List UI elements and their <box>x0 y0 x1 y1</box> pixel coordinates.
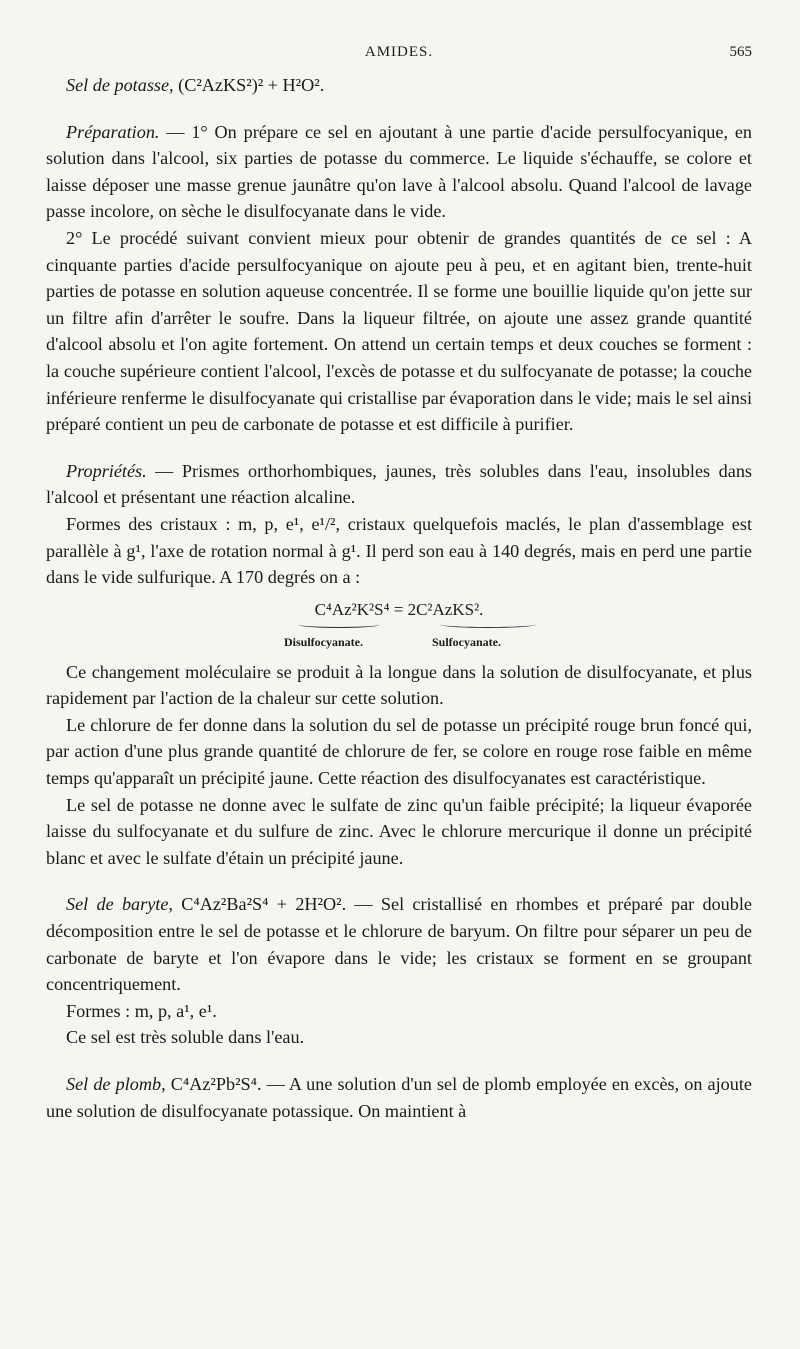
paragraph-baryta-salt <box>46 891 752 997</box>
paragraph-text: — Prismes orthorhombiques, jaunes, très solubles dans l'eau, insolubles dans l'alcool et présentant une réaction alcaline. <box>46 460 752 508</box>
page-header <box>46 44 752 64</box>
paragraph-heading: Préparation. <box>66 121 160 142</box>
paragraph-crystal-forms: Formes des cristaux : m, p, e¹, e¹/², cristaux quelquefois maclés, le plan d'assemblage est parallèle à g¹, l'axe de rotation normal à g¹. Il perd son eau à 140 degrés, mais en perd une partie dans le vide sulfurique. A 170 degrés on a : <box>46 513 752 588</box>
running-title: AMIDES. <box>364 44 434 60</box>
paragraph-heading: Sel de plomb, <box>66 1074 166 1094</box>
paragraph-text: C⁴Az²Pb²S⁴. — A une solution d'un sel de plomb employée en excès, on ajoute une solution de disulfocyanate potassique. On maintient à <box>46 1074 752 1121</box>
paragraph-zinc-sulfate: Le sel de potasse ne donne avec le sulfate de zinc qu'un faible précipité; la liqueur évaporée laisse du sulfocyanate et du sulfure de zinc. Avec le chlorure mercurique il donne un précipité blanc et avec le sulfate d'étain un précipité jaune. <box>46 794 752 868</box>
equation-label-left: Disulfocyanate. <box>284 634 363 649</box>
section-heading: Sel de potasse, <box>66 75 174 95</box>
paragraph-heading: Sel de baryte, <box>66 894 173 915</box>
paragraph-baryta-solubility: Ce sel est très soluble dans l'eau. <box>66 1027 305 1048</box>
paragraph-preparation <box>46 119 752 225</box>
equation <box>46 599 752 653</box>
paragraph-heading: Propriétés. <box>66 460 147 481</box>
paragraph-molecular-change: Ce changement moléculaire se produit à la longue dans la solution de disulfocyanate, et plus rapidement par l'action de la chaleur sur cette solution. <box>46 661 752 709</box>
paragraph-text: C⁴Az²Ba²S⁴ + 2H²O². — Sel cristallisé en rhombes et préparé par double décomposition entre le sel de potasse et le chlorure de baryum. On filtre pour séparer un peu de carbonate de baryte et l'on évapore dans le vide; les cristaux se forment en se groupant concentriquement. <box>46 894 752 995</box>
paragraph-baryta-forms: Formes : m, p, a¹, e¹. <box>66 1000 217 1021</box>
paragraph-properties <box>46 458 752 511</box>
underbrace-left <box>298 621 380 628</box>
equation-formula: C⁴Az²K²S⁴ = 2C²AzKS². <box>314 599 484 619</box>
equation-label-right: Sulfocyanate. <box>432 634 501 649</box>
paragraph-procedure: 2° Le procédé suivant convient mieux pour obtenir de grandes quantités de ce sel : A cinquante parties d'acide persulfocyanique on ajoute peu à peu, et en agitant bien, trente-huit parties de potasse en solution aqueuse concentrée. Il se forme une bouillie liquide qu'on jette sur un filtre afin d'arrêter le soufre. Dans la liqueur filtrée, on ajoute une assez grande quantité d'alcool absolu et l'on agite fortement. On attend un certain temps et deux couches se forment : la couche supérieure contient l'alcool, l'excès de potasse et du sulfocyanate de potasse; la couche inférieure renferme le disulfocyanate qui cristallise par évaporation dans le vide; mais le sel ainsi préparé contient un peu de carbonate de potasse et est difficile à purifier. <box>46 227 753 435</box>
paragraph-text: — 1° On prépare ce sel en ajoutant à une partie d'acide persulfocyanique, en solution dans l'alcool, six parties de potasse du commerce. Le liquide s'échauffe, se colore et laisse déposer une masse grenue jaunâtre qu'on lave à l'alcool absolu. Quand l'alcool de lavage passe incolore, on sèche le disulfocyanate dans le vide. <box>46 121 752 222</box>
underbrace-right <box>440 621 536 628</box>
section-formula: (C²AzKS²)² + H²O². <box>178 75 325 95</box>
paragraph-lead-salt <box>46 1071 752 1124</box>
paragraph-iron-chloride: Le chlorure de fer donne dans la solution du sel de potasse un précipité rouge brun foncé qui, par action d'une plus grande quantité de chlorure de fer, se colore en rouge rose faible en même temps qu'apparaît un précipité jaune. Cette réaction des disulfocyanates est caractéristique. <box>46 714 752 789</box>
page-body <box>46 72 752 1124</box>
page-number: 565 <box>729 44 752 60</box>
section-potassium-salt <box>46 72 752 99</box>
